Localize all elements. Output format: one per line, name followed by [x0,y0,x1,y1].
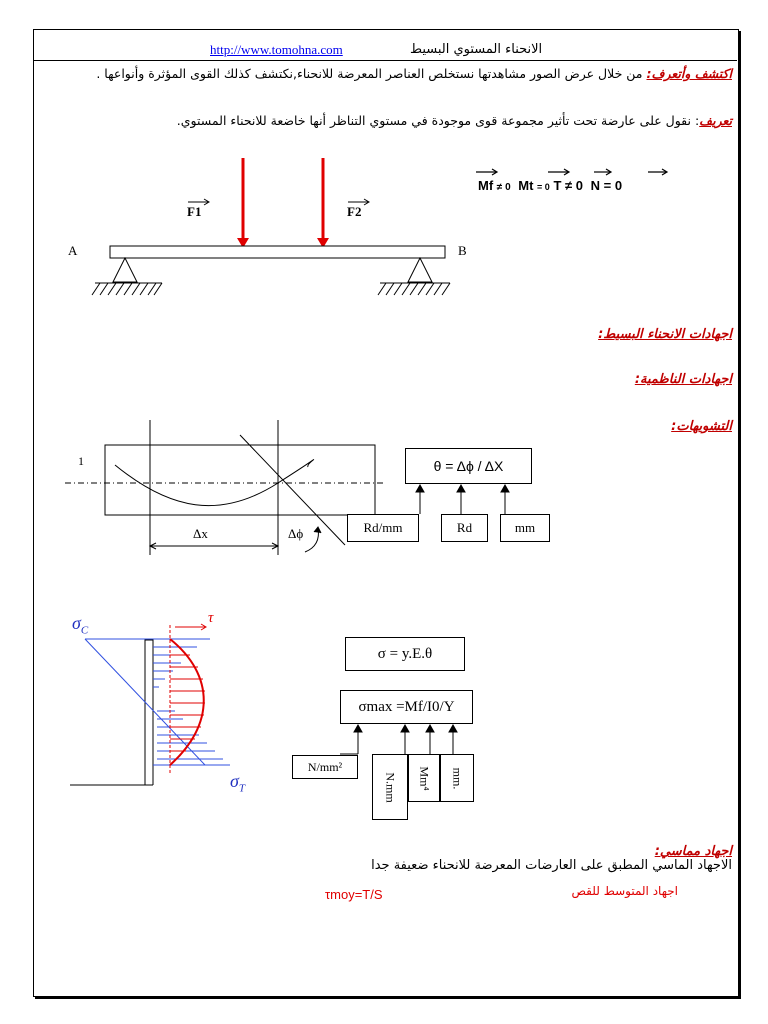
shear-formula: τmoy=T/S [325,887,383,902]
mt-relation: = 0 [537,182,550,192]
definition-text: : نقول على عارضة تحت تأثير مجموعة قوى موجودة في مستوي التناظر أنها خاضعة للانحناء المستوي. [176,113,700,128]
unit-box-mm: mm [500,514,550,542]
t-relation: ≠ 0 [565,178,583,193]
shear-description: الاجهاد الماسي المطبق على العارضات المعرضة للانحناء ضعيفة جدا [371,858,732,873]
beam [110,246,445,258]
header-title: الانحناء المستوي البسيط [410,42,543,57]
unit-box-rd: Rd [441,514,488,542]
conditions-formula [478,178,622,193]
unit-box-n-mm2: N/mm² [292,755,358,779]
sigma-max-formula-box: σmax =Mf/I0/Y [340,690,473,724]
n-symbol: N [590,178,601,193]
heading-deformations: التشويهات: [671,419,732,434]
mf-relation: ≠ 0 [496,182,511,193]
sigma-c-label: $\sigma_C$ [72,613,89,637]
unit-box-n-mm: N.mm [372,754,408,820]
tau-label: τ [208,610,214,626]
shear-mean-label: اجهاد المتوسط للقص [571,884,678,898]
header-url-link[interactable]: http://www.tomohna.com [210,42,343,57]
delta-x-label: Δx [193,526,208,541]
definition-paragraph [42,113,732,128]
sigma-t-label: $\sigma_T$ [230,771,246,795]
discover-paragraph [42,66,732,81]
support-b-triangle [408,258,432,282]
n-relation: = 0 [603,178,623,193]
sigma-formula-box: σ = y.E.θ [345,637,465,671]
heading-shear-stress: اجهاد مماسي: [654,844,732,859]
theta-formula-box: θ = Δϕ / ΔX [405,448,532,484]
vector-arrows [470,166,700,178]
heading-normal-stresses: اجهادات الناظمية: [634,372,732,387]
force2-label: F2 [347,204,362,219]
discover-keyword: اكتشف وأتعرف: [646,66,732,81]
t-symbol: T [553,178,562,193]
deformation-diagram [60,415,390,560]
delta-phi-label: Δϕ [288,526,304,541]
unit-box-mm-small: mm. [440,754,474,802]
beam-diagram [60,150,480,310]
mf-symbol: Mf [478,178,494,193]
header-divider [34,60,737,61]
support-a-label: A [68,243,78,258]
theta-unit-pointers [405,484,532,514]
definition-keyword: تعريف [699,113,732,128]
support-a-triangle [113,258,137,282]
mt-symbol: Mt [518,178,534,193]
discover-text: من خلال عرض الصور مشاهدتها نستخلص العناصر المعرضة للانحناء,نكتشف كذلك القوى المؤثرة وأنواعها . [96,66,647,81]
support-b-label: B [458,243,467,258]
deformation-ref-label: 1 [78,454,84,468]
force1-label: F1 [187,204,202,219]
unit-box-rd-mm: Rd/mm [347,514,419,542]
heading-simple-bending-stresses: اجهادات الانحناء البسيط: [598,327,732,342]
unit-box-mm4: Mm⁴ [408,754,440,802]
